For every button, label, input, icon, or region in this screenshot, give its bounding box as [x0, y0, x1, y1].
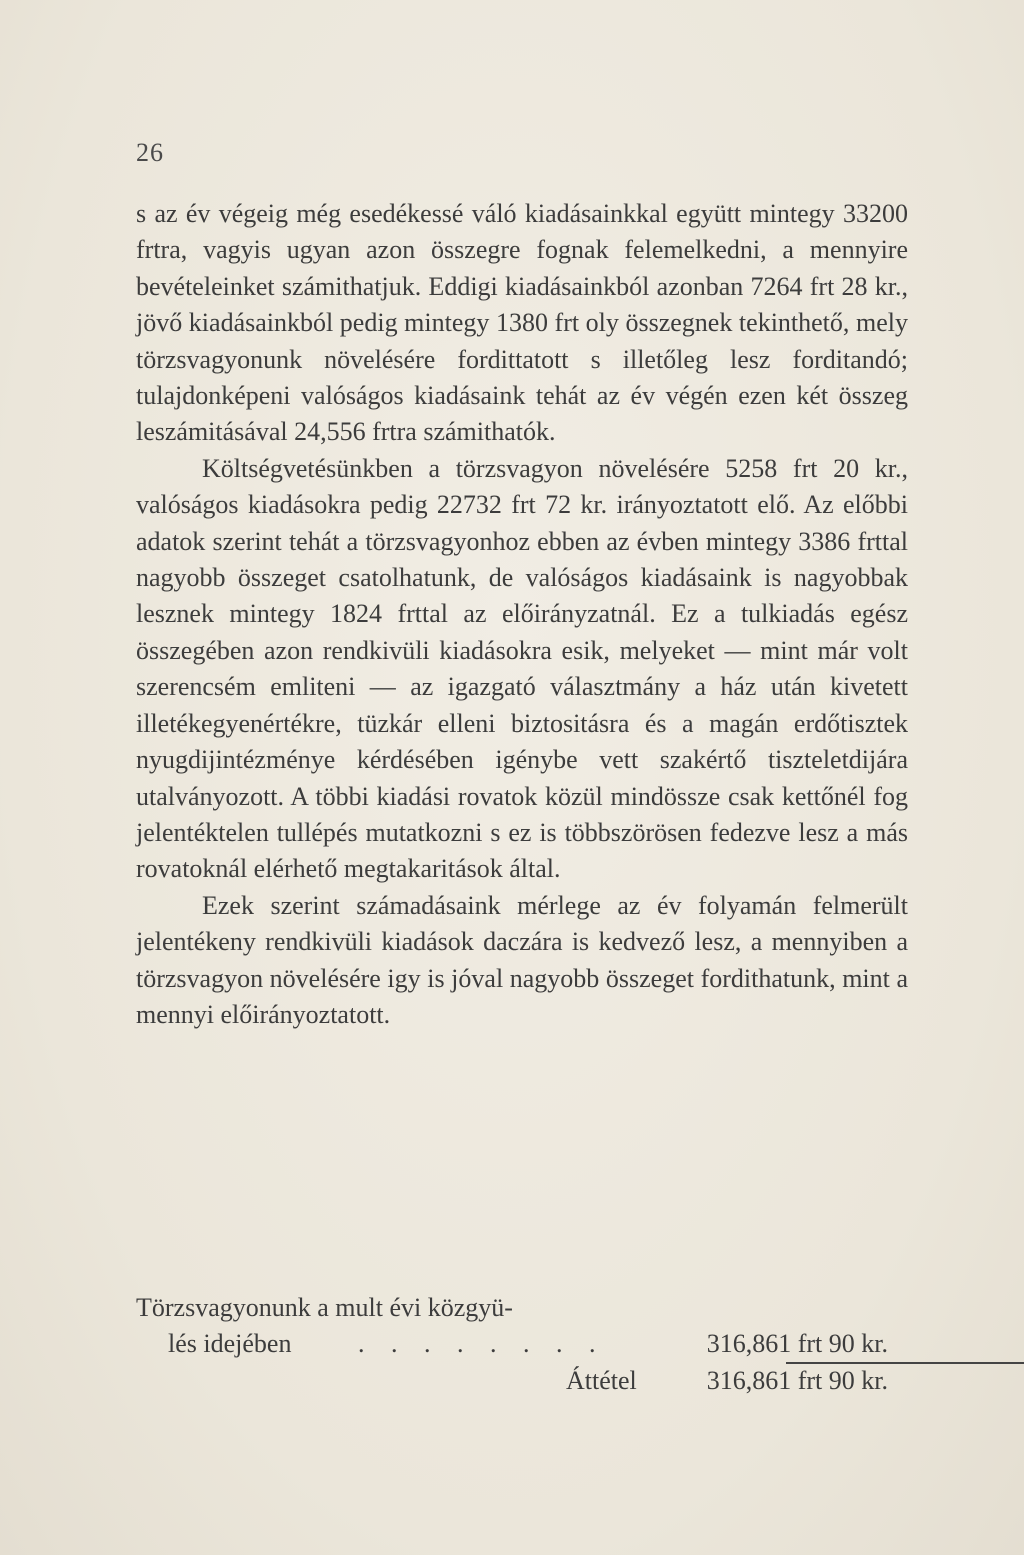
paragraph-3: Ezek szerint számadásaink mérlege az év folyamán felmerült jelentékeny rendkivüli kiadások daczára is kedvező lesz, a mennyiben a törzsvagyon növelésére igy is jóval nagyobb összeget fordithatunk, mint a mennyi előirányoztatott.	[136, 890, 908, 1029]
ledger-leader-dots: . . . . . . . .	[358, 1329, 606, 1359]
page-number: 26	[136, 138, 164, 167]
ledger-line1-desc: Törzsvagyonunk a mult évi közgyü-	[136, 1293, 513, 1322]
paragraph-2: Költségvetésünkben a törzsvagyon növelésére 5258 frt 20 kr., valóságos kiadásokra pedig 22732 frt 72 kr. irányoztatott elő. Az előbbi adatok szerint tehát a törzsvagyonhoz ebben az évben mintegy 3386 frttal nagyobb összeget csatolhatunk, de valóságos kiadásaink is nagyobbak lesznek mintegy 1824 frttal az előirányzatnál. Ez a tulkiadás egész összegében azon rendkivüli kiadásokra esik, melyeket — mint már volt szerencsém emliteni — az igazgató választmány a ház után kivetett illetékegyenértékre, tüzkár elleni biztositásra és a magán erdőtisztek nyugdijintézménye kérdésében igénybe vett szakértő tiszteletdijára utalványozott. A többi kiadási rovatok közül mindössze csak kettőnél fog jelentéktelen tullépés mutatkozni s ez is többszörösen fedezve lesz a más rovatoknál elérhető megtakaritások által.	[136, 453, 908, 884]
body-text	[136, 196, 908, 1033]
ledger-row-transfer	[136, 1363, 908, 1399]
ledger-transfer-amount: 316,861 frt 90 kr.	[706, 1365, 888, 1395]
ledger-row-heading	[136, 1290, 908, 1326]
ledger-line2-amount: 316,861 frt 90 kr.	[706, 1329, 888, 1359]
paragraph-1: s az év végeig még esedékessé váló kiadásainkkal együtt mintegy 33200 frtra, vagyis ugyan azon összegre fognak felemelkedni, a mennyire bevételeinket számithatjuk. Eddigi kiadásainkból azonban 7264 frt 28 kr., jövő kiadásainkból pedig mintegy 1380 frt oly összegnek tekinthető, mely törzsvagyonunk növelésére fordittatott s illetőleg lesz forditandó; tulajdonképeni valóságos kiadásaink tehát az év végén ezen két összeg leszámitásával 24,556 frtra számithatók.	[136, 199, 908, 447]
ledger-line2-desc: lés idejében	[168, 1329, 292, 1359]
ledger-transfer-label: Áttétel	[566, 1365, 637, 1395]
ledger-row-total	[136, 1326, 908, 1362]
ledger	[136, 1290, 908, 1399]
